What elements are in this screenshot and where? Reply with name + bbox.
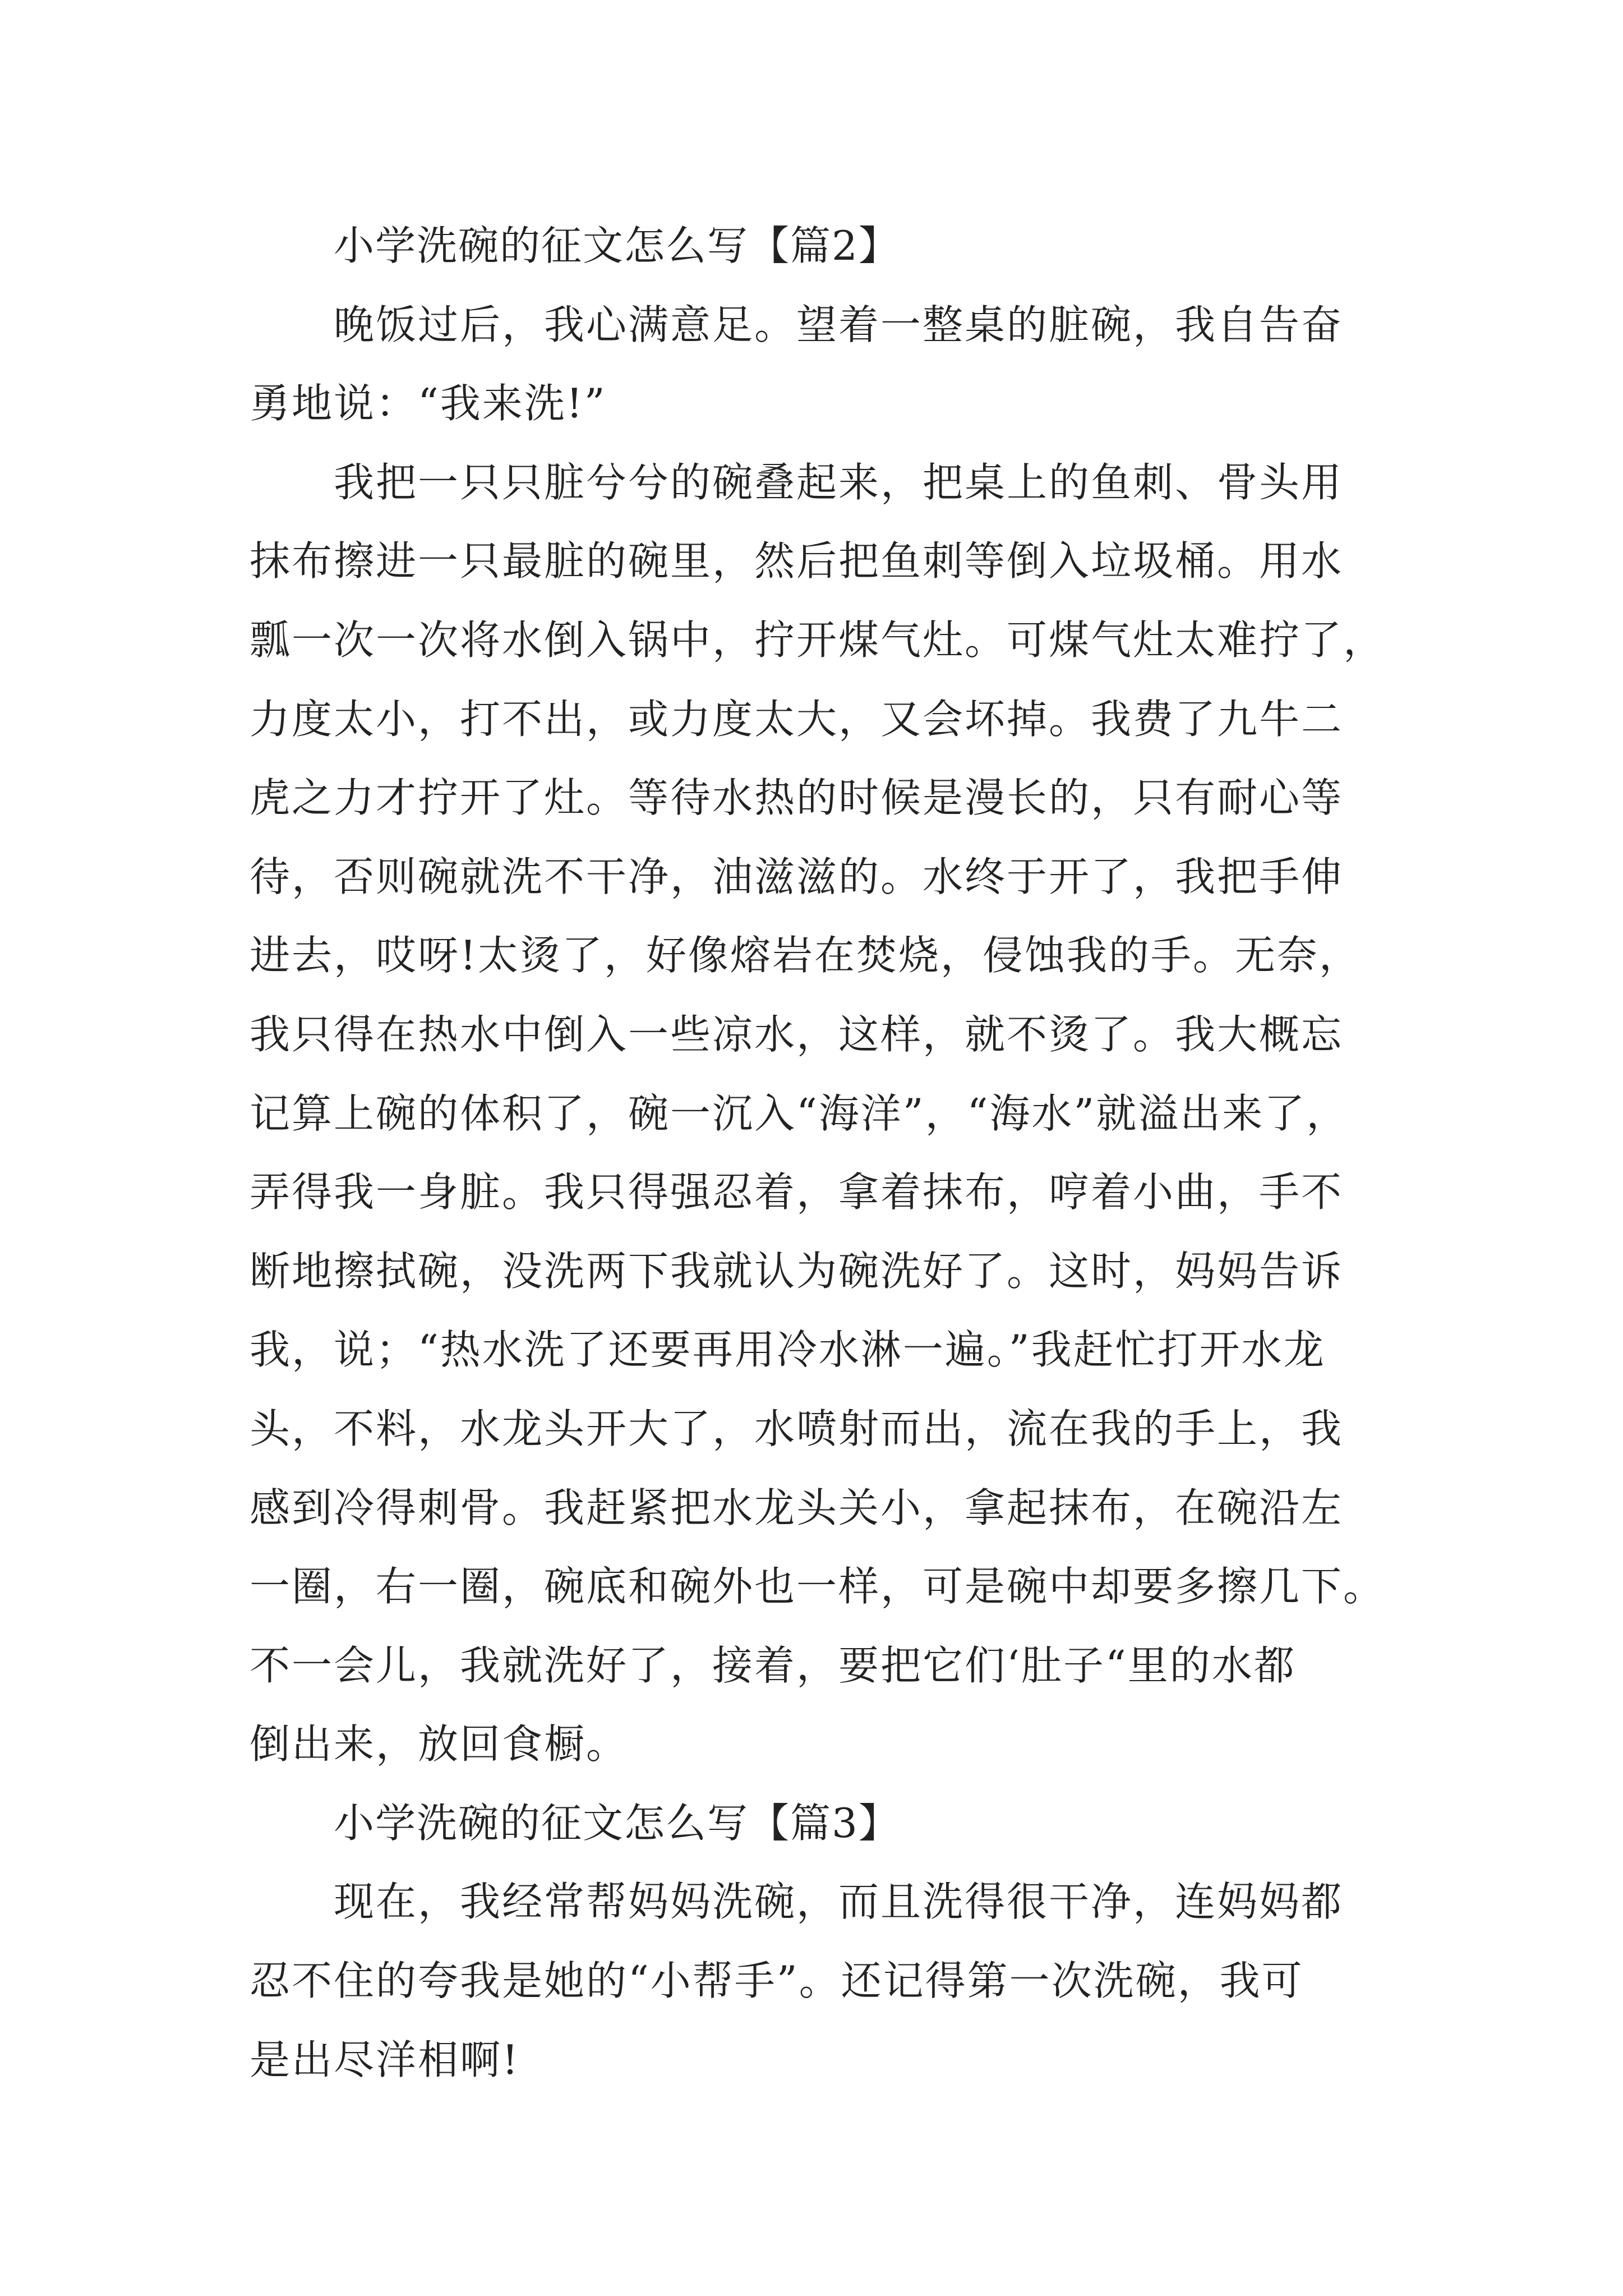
paragraph-line: 晚饭过后，我心满意足。望着一整桌的脏碗，我自告奋 [334, 301, 1344, 348]
paragraph-line: 记算上碗的体积了，碗一沉入“海洋”，“海水”就溢出来了， [250, 1089, 1349, 1137]
paragraph-line: 忍不住的夸我是她的“小帮手”。还记得第一次洗碗，我可 [250, 1957, 1304, 2005]
paragraph-line: 力度太小，打不出，或力度太大，又会坏掉。我费了九牛二 [250, 695, 1344, 743]
paragraph-line: 断地擦拭碗，没洗两下我就认为碗洗好了。这时，妈妈告诉 [250, 1247, 1344, 1295]
paragraph-line: 我，说；“热水洗了还要再用冷水淋一遍。”我赶忙打开水龙 [250, 1326, 1326, 1374]
paragraph-line: 倒出来，放回食橱。 [250, 1720, 629, 1768]
section-heading-3: 小学洗碗的征文怎么写【篇3】 [334, 1799, 900, 1847]
paragraph-line: 抹布擦进一只最脏的碗里，然后把鱼刺等倒入垃圾桶。用水 [250, 537, 1344, 585]
paragraph-line: 待，否则碗就洗不干净，油滋滋的。水终于开了，我把手伸 [250, 853, 1344, 900]
document-body [250, 206, 1388, 2099]
paragraph-3 [250, 1862, 1388, 2099]
paragraph-line: 不一会儿，我就洗好了，接着，要把它们‘肚子“里的水都 [250, 1641, 1296, 1689]
paragraph-2 [250, 443, 1388, 1784]
paragraph-line: 弄得我一身脏。我只得强忍着，拿着抹布，哼着小曲，手不 [250, 1168, 1344, 1216]
paragraph-line: 是出尽洋相啊! [250, 2036, 520, 2083]
paragraph-line: 现在，我经常帮妈妈洗碗，而且洗得很干净，连妈妈都 [334, 1878, 1344, 1926]
paragraph-line: 我把一只只脏兮兮的碗叠起来，把桌上的鱼刺、骨头用 [334, 458, 1344, 506]
paragraph-line: 一圈，右一圈，碗底和碗外也一样，可是碗中却要多擦几下。 [250, 1563, 1386, 1611]
section-heading-2: 小学洗碗的征文怎么写【篇2】 [334, 222, 900, 269]
paragraph-line: 我只得在热水中倒入一些凉水，这样，就不烫了。我大概忘 [250, 1010, 1344, 1058]
paragraph-1 [250, 286, 1388, 443]
paragraph-line: 虎之力才拧开了灶。等待水热的时候是漫长的，只有耐心等 [250, 774, 1344, 822]
paragraph-line: 勇地说：“我来洗!” [250, 380, 607, 427]
paragraph-line: 头，不料，水龙头开大了，水喷射而出，流在我的手上，我 [250, 1405, 1344, 1452]
paragraph-line: 进去，哎呀!太烫了，好像熔岩在焚烧，侵蚀我的手。无奈， [250, 932, 1361, 979]
paragraph-line: 瓢一次一次将水倒入锅中，拧开煤气灶。可煤气灶太难拧了， [250, 616, 1386, 664]
paragraph-line: 感到冷得刺骨。我赶紧把水龙头关小，拿起抹布，在碗沿左 [250, 1484, 1344, 1531]
